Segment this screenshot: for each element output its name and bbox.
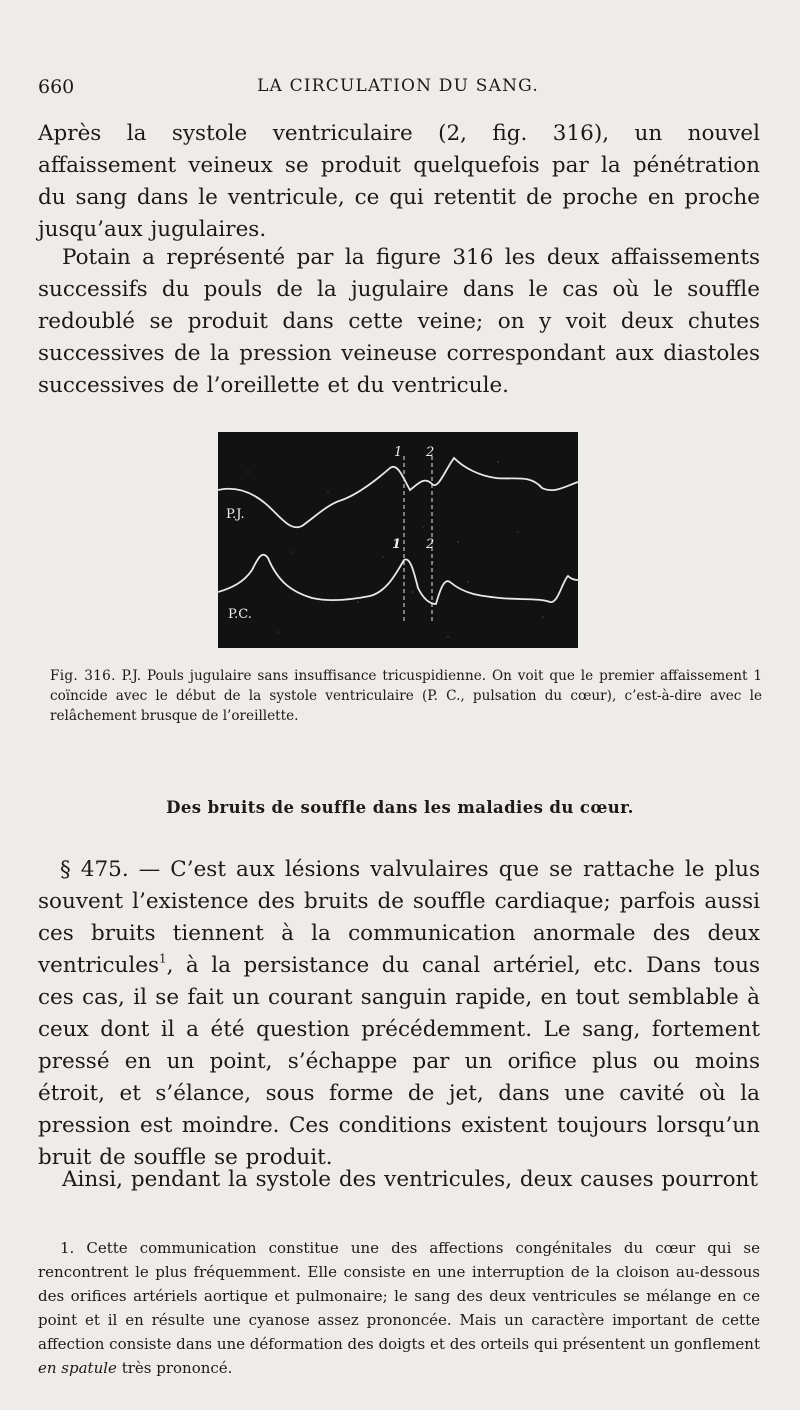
figure-caption-label: Fig. 316. (50, 668, 116, 684)
paragraph-1: Après la systole ventriculaire (2, fig. 316), un nouvel affaissement veineux se produit quelquefois par la pénétration du sang dans le ventricule, ce qui retentit de proche en proche jusqu’aux jugulaires. (38, 121, 760, 242)
marker-2-mid-label: 2 (426, 537, 435, 552)
footnote-text-a: 1. Cette communication constitue une des affections congénitales du cœur qui se rencontrent le plus fréquemment. Elle consiste en une interruption de la cloison au-dessous des orifices artériels aortique et pulmonaire; le sang des deux ventricules se mélange en ce point et il en résulte une cyanose assez prononcée. Mais un caractère important de cette affection consiste dans une déformation des doigts et des orteils qui présentent un gonflement (38, 1239, 760, 1353)
paragraph-475-lead: § 475. — C’est aux lésions valvulaires que se rattache le plus souvent l’existence des bruits de souffle cardiaque; parfois aussi ces bruits tiennent à la communication anormale des deux ventricules (38, 857, 760, 978)
paragraph-475-rest: , à la persistance du canal artériel, etc. Dans tous ces cas, il se fait un courant sanguin rapide, en tout semblable à ceux dont il a été question précédemment. Le sang, fortement pressé en un point, s’échappe par un orifice plus ou moins étroit, et s’élance, sous forme de jet, dans une cavité où la pression est moindre. Ces conditions existent toujours lorsqu’un bruit de souffle se produit. (38, 953, 760, 1170)
footnote-1 (38, 1236, 760, 1380)
marker-1-top-label: 1 (394, 445, 403, 460)
footnote-text-b: très prononcé. (116, 1359, 233, 1377)
page-header (38, 76, 758, 104)
figure-316 (218, 432, 578, 648)
marker-1-mid-label: 1 (392, 537, 402, 552)
running-title: LA CIRCULATION DU SANG. (257, 76, 539, 96)
paragraph-475 (38, 854, 760, 1174)
figure-caption-text: P.J. Pouls jugulaire sans insuffisance tricuspidienne. On voit que le premier affaissement 1 coïncide avec le début de la systole ventriculaire (P. C., pulsation du cœur), c’est-à-dire avec le relâchement brusque de l’oreillette. (50, 668, 762, 724)
section-heading: Des bruits de souffle dans les maladies du cœur. (166, 798, 634, 817)
marker-2-top-label: 2 (426, 445, 435, 460)
pc-trace-label: P.C. (228, 607, 252, 622)
footnote-emphasis: en spatule (38, 1359, 117, 1377)
paragraph-final: Ainsi, pendant la systole des ventricules, deux causes pourront (62, 1167, 759, 1192)
paragraph-2: Potain a représenté par la figure 316 les deux affaissements successifs du pouls de la jugulaire dans le cas où le souffle redoublé se produit dans cette veine; on y voit deux chutes successives de la pression veineuse correspondant aux diastoles successives de l’oreillette et du ventricule. (38, 245, 760, 398)
pulse-tracing-plot (218, 432, 578, 648)
figure-caption (50, 666, 762, 726)
page-number: 660 (38, 76, 75, 98)
footnote-ref: 1 (159, 951, 167, 966)
pj-trace-label: P.J. (226, 507, 245, 522)
